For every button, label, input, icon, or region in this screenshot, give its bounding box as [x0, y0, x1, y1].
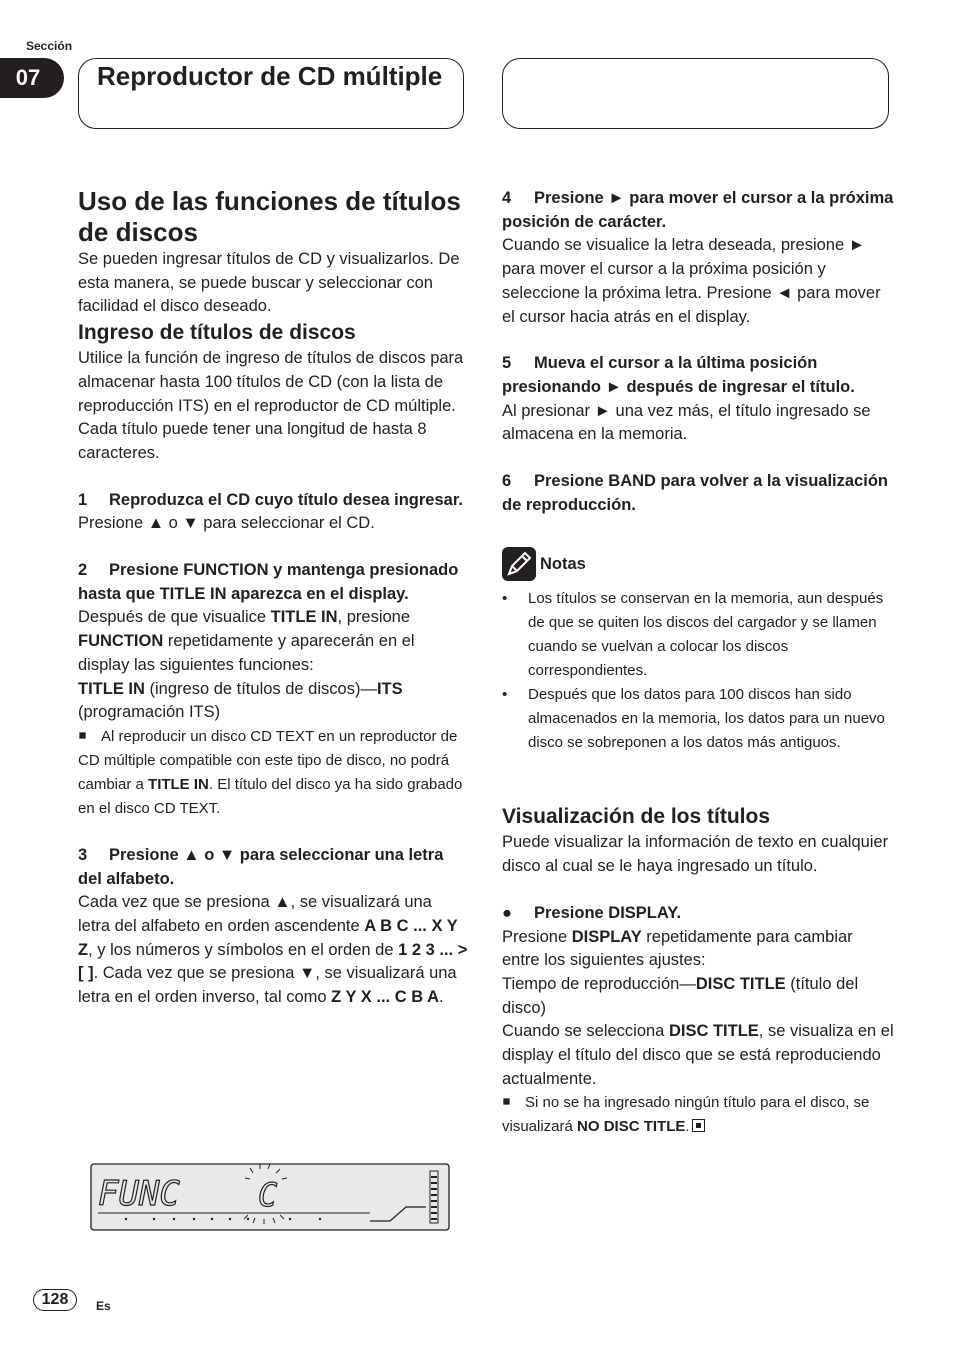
bold-text: NO DISC TITLE [577, 1118, 686, 1136]
end-mark-icon [692, 1119, 705, 1132]
step-4-body: Cuando se visualice la letra deseada, presione ► para mover el cursor a la próxima posición y seleccione la próxima letra. Presione ◄ para mover el cursor hacia atrás en el display. [502, 236, 881, 326]
text: Si no se ha ingresado ningún título para el disco, se visualizará [502, 1094, 870, 1136]
step-title-text: Presione DISPLAY. [534, 903, 682, 922]
note-item: • Los títulos se conservan en la memoria, aun después de que se quiten los discos del cargador y se llamen cuando se vuelvan a colocar los discos correspondientes. [502, 587, 894, 683]
step-1-title [78, 489, 468, 513]
step-2-functions [78, 678, 468, 725]
bold-text: TITLE IN [148, 775, 209, 793]
bold-text: 1 2 3 ... > [ ] [78, 940, 468, 983]
text: Después de que visualice [78, 608, 271, 627]
bold-text: DISC TITLE [695, 974, 786, 993]
step-number: 6 [502, 472, 512, 491]
text: (ingreso de títulos de discos)— [144, 679, 377, 698]
text: , y los números y símbolos en el orden de [88, 940, 399, 959]
page-title: Reproductor de CD múltiple [97, 61, 443, 91]
bold-text: TITLE IN [270, 608, 338, 627]
language-code: Es [96, 1299, 111, 1313]
display-body-3 [502, 1020, 894, 1091]
text: . Cada vez que se presiona ▼, se visualizará una letra en el orden inverso, tal como [78, 964, 457, 1007]
display-step-title [502, 902, 894, 926]
display-body-2 [502, 973, 894, 1020]
notes-label: Notas [540, 554, 586, 573]
text: Al reproducir un disco CD TEXT en un reproductor de CD múltiple compatible con este tipo de disco, no podrá cambiar a [78, 727, 458, 793]
lcd-char: C [258, 1176, 278, 1214]
step-title-text: Presione ► para mover el cursor a la próxima posición de carácter. [502, 189, 894, 231]
note-item: • Después que los datos para 100 discos han sido almacenados en la memoria, los datos para un nuevo disco se sobreponen a los datos más antiguos. [502, 683, 894, 755]
step-title-text: Mueva el cursor a la última posición presionando ► después de ingresar el título. [502, 354, 855, 396]
text: repetidamente para cambiar entre los siguientes ajustes: [502, 927, 853, 970]
text: , se visualiza en el display el título del disco que se está reproduciendo actualmente. [502, 1022, 894, 1088]
display-note [502, 1091, 894, 1139]
left-column [78, 186, 468, 1010]
text: Cada vez que se presiona ▲, se visualizará una letra del alfabeto en orden ascendente [78, 893, 432, 936]
step-number: 2 [78, 561, 88, 580]
note-square-icon [79, 732, 85, 738]
text: . [685, 1118, 690, 1136]
bold-text: ITS [376, 679, 403, 698]
text: . El título del disco ya ha sido grabado en el disco CD TEXT. [78, 775, 463, 817]
bold-text: DISC TITLE [668, 1022, 759, 1041]
display-body-1 [502, 926, 894, 973]
text: Presione [502, 927, 572, 946]
text: Cuando se selecciona [502, 1022, 669, 1041]
ingreso-intro: Utilice la función de ingreso de títulos de discos para almacenar hasta 100 títulos de CD (con la lista de reproducción ITS) en el reproductor de CD múltiple. Cada título puede tener una longitud de hasta 8 caracteres. [78, 349, 464, 462]
step-4-title [502, 187, 894, 234]
step-1-body: Presione ▲ o ▼ para seleccionar el CD. [78, 514, 375, 533]
step-6-title [502, 470, 894, 517]
step-number: 4 [502, 189, 512, 207]
step-5-body: Al presionar ► una vez más, el título ingresado se almacena en la memoria. [502, 401, 871, 444]
bullet-icon: ● [502, 903, 512, 922]
text: Tiempo de reproducción— [502, 974, 696, 993]
main-heading: Uso de las funciones de títulos de discos [78, 186, 461, 247]
step-title-text: Presione FUNCTION y mantenga presionado hasta que TITLE IN aparezca en el display. [78, 561, 459, 603]
step-number: 3 [78, 845, 88, 864]
note-pencil-icon [502, 547, 536, 581]
notes-header [502, 547, 894, 581]
text: (título del disco) [502, 974, 859, 1017]
section-number-tab: 07 [0, 58, 64, 98]
note-square-icon [503, 1099, 509, 1105]
notes-list [502, 587, 894, 755]
step-title-text: Presione ▲ o ▼ para seleccionar una letra del alfabeto. [78, 845, 444, 888]
step-number: 1 [78, 490, 88, 509]
bold-text: Z Y X ... C B A [331, 988, 440, 1007]
step-5-title [502, 352, 894, 399]
step-2-body [78, 606, 468, 677]
bold-text: DISPLAY [571, 927, 642, 946]
step-title-text: Presione BAND para volver a la visualización de reproducción. [502, 472, 888, 514]
lcd-func-text: FUNC [98, 1174, 180, 1214]
step-2-title [78, 559, 468, 606]
subheading-visualizacion: Visualización de los títulos [502, 805, 771, 829]
step-3-title [78, 844, 468, 891]
section-label: Sección [26, 39, 73, 53]
text: (programación ITS) [78, 703, 221, 722]
page-number: 128 [33, 1289, 77, 1311]
right-column [502, 187, 894, 1139]
step-title-text: Reproduzca el CD cuyo título desea ingresar. [109, 490, 463, 509]
bold-text: TITLE IN [78, 679, 145, 698]
subheading-ingreso: Ingreso de títulos de discos [78, 321, 356, 345]
text: , presione [337, 608, 411, 627]
intro-text: Se pueden ingresar títulos de CD y visualizarlos. De esta manera, se puede buscar y seleccionar con facilidad el disco deseado. [78, 250, 460, 316]
header-empty-box [502, 58, 889, 129]
visualizacion-intro: Puede visualizar la información de texto en cualquier disco al cual se le haya ingresado un título. [502, 833, 889, 876]
step-2-note [78, 725, 468, 821]
text: . [439, 988, 444, 1007]
text: repetidamente y aparecerán en el display las siguientes funciones: [78, 632, 415, 674]
step-number: 5 [502, 354, 512, 373]
lcd-display-illustration [90, 1163, 450, 1231]
step-3-body [78, 891, 468, 1010]
bold-text: FUNCTION [78, 632, 164, 651]
bold-text: A B C ... X Y Z [78, 917, 458, 959]
